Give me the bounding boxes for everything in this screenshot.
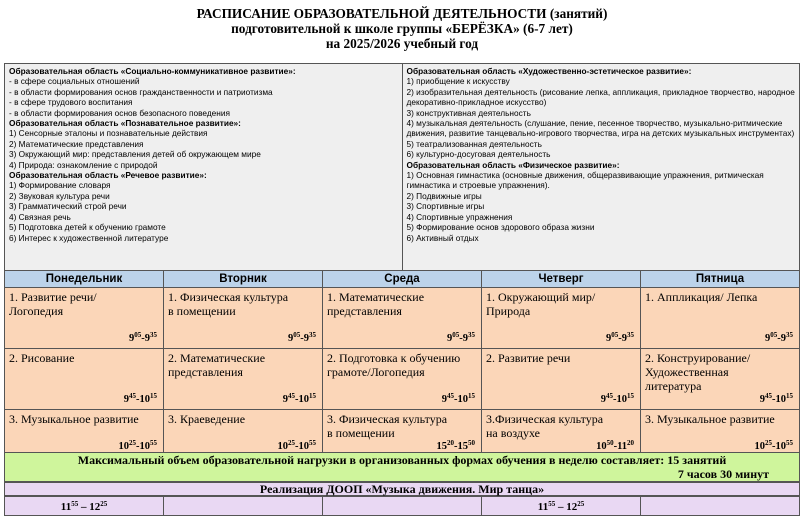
time-start-hour: 9 <box>282 394 288 405</box>
lesson-time: $9^{45}-10^{15}$ <box>600 392 634 405</box>
area-item: - в области формирования основ безопасного поведения <box>9 107 231 118</box>
time-start-hour: 9 <box>441 394 447 405</box>
max-load-line-1: Максимальный объем образовательной нагрузки в организованных формах обучения в неделю составляет: 15 занятий <box>77 453 727 467</box>
schedule-cell <box>5 410 164 457</box>
area-item: 5) театрализованная деятельность <box>406 138 542 149</box>
doop-time-cell <box>323 497 482 516</box>
time-end-min: 35 <box>468 331 475 339</box>
time-start-min: 45 <box>129 392 136 400</box>
area-item: 6) культурно-досуговая деятельность <box>406 149 551 160</box>
doop-times-table <box>4 496 800 516</box>
area-item: 1) Формирование словаря <box>9 180 111 191</box>
cell-inner <box>645 412 795 454</box>
schedule-row <box>5 349 800 410</box>
area-heading: Образовательная область «Речевое развитие»: <box>9 170 207 181</box>
cell-inner <box>486 290 636 346</box>
time-end-min: 35 <box>786 331 793 339</box>
time-start-min: 05 <box>452 331 460 339</box>
title-line-1: РАСПИСАНИЕ ОБРАЗОВАТЕЛЬНОЙ ДЕЯТЕЛЬНОСТИ (занятий) <box>196 6 608 21</box>
lesson-subject: 3.Физическая культура на воздухе <box>486 412 604 440</box>
lesson-subject: 2. Конструирование/ Художественная литература <box>645 351 751 393</box>
areas-left-column <box>5 64 403 272</box>
cell-inner <box>486 351 636 407</box>
lesson-time: $10^{50}-11^{20}$ <box>596 439 634 452</box>
schedule-cell <box>482 349 641 410</box>
lesson-time: $10^{25}-10^{55}$ <box>754 439 793 452</box>
doop-times-row <box>5 497 800 516</box>
area-item: 1) приобщение к искусству <box>406 76 510 87</box>
doop-start-hour: 11 <box>537 500 549 513</box>
max-load-line-2: 7 часов 30 минут <box>677 467 769 481</box>
day-header-0: Понедельник <box>5 271 164 288</box>
time-end-hour: 10 <box>298 441 309 452</box>
time-start-min: 50 <box>606 439 614 447</box>
doop-end-min: 25 <box>100 499 108 508</box>
time-end-hour: 10 <box>298 394 309 405</box>
time-end-hour: 10 <box>775 394 786 405</box>
schedule-row <box>5 288 800 349</box>
time-start-min: 25 <box>129 439 136 447</box>
time-end-min: 55 <box>150 439 157 447</box>
lesson-subject: 3. Музыкальное развитие <box>9 412 139 426</box>
lesson-subject: 3. Музыкальное развитие <box>645 412 775 426</box>
days-header-row <box>5 271 800 288</box>
time-start-hour: 10 <box>754 441 765 452</box>
doop-start-hour: 11 <box>60 500 72 513</box>
time-end-min: 15 <box>786 392 793 400</box>
schedule-cell <box>641 410 800 457</box>
time-end-min: 55 <box>309 439 316 447</box>
schedule-cell <box>164 410 323 457</box>
lesson-time: $9^{45}-10^{15}$ <box>282 392 316 405</box>
doop-time-cell <box>164 497 323 516</box>
cell-inner <box>327 351 477 407</box>
lesson-time: $15^{20}-15^{50}$ <box>436 439 475 452</box>
time-end-min: 35 <box>150 331 157 339</box>
time-end-min: 35 <box>309 331 316 339</box>
time-start-hour: 9 <box>765 333 771 344</box>
lesson-subject: 1. Развитие речи/ Логопедия <box>9 290 97 318</box>
time-end-hour: 9 <box>780 333 786 344</box>
lesson-time: $9^{45}-10^{15}$ <box>441 392 475 405</box>
time-start-hour: 9 <box>129 333 135 344</box>
day-header-4: Пятница <box>641 271 800 288</box>
lesson-time: $9^{05}-9^{35}$ <box>288 331 316 344</box>
time-start-min: 05 <box>611 331 619 339</box>
time-end-hour: 9 <box>303 333 309 344</box>
lesson-time: $9^{05}-9^{35}$ <box>129 331 157 344</box>
area-item: 3) Спортивные игры <box>406 201 485 212</box>
cell-inner <box>9 290 159 346</box>
max-load-banner <box>4 452 800 482</box>
area-item: 6) Активный отдых <box>406 232 479 243</box>
cell-inner <box>168 412 318 454</box>
area-item: - в сфере трудового воспитания <box>9 97 133 108</box>
day-header-1: Вторник <box>164 271 323 288</box>
doop-time-cell: $11^{55} - 12^{25}$ <box>482 497 641 516</box>
time-end-hour: 10 <box>616 394 627 405</box>
time-start-hour: 9 <box>288 333 294 344</box>
cell-inner <box>168 290 318 346</box>
title-line-3: на 2025/2026 учебный год <box>325 36 479 51</box>
time-start-hour: 10 <box>596 441 607 452</box>
time-start-hour: 15 <box>436 441 447 452</box>
time-end-hour: 10 <box>457 394 468 405</box>
lesson-subject: 2. Рисование <box>9 351 75 365</box>
schedule-cell <box>5 349 164 410</box>
time-start-hour: 9 <box>600 394 606 405</box>
schedule-cell <box>482 410 641 457</box>
schedule-cell <box>5 288 164 349</box>
time-end-min: 35 <box>627 331 634 339</box>
lesson-time: $9^{45}-10^{15}$ <box>759 392 793 405</box>
schedule-cell <box>323 410 482 457</box>
lesson-subject: 1. Математические представления <box>327 290 425 318</box>
lesson-time: $10^{25}-10^{55}$ <box>118 439 157 452</box>
time-start-min: 05 <box>293 331 301 339</box>
area-item: 2) изобразительная деятельность (рисование лепка, аппликация, прикладное творчество, народное декоративно-прикладное искусство) <box>406 86 795 108</box>
time-start-hour: 9 <box>123 394 129 405</box>
area-item: 4) Связная речь <box>9 211 71 222</box>
time-start-min: 05 <box>134 331 142 339</box>
cell-inner <box>168 351 318 407</box>
time-end-min: 55 <box>786 439 793 447</box>
area-item: 1) Сенсорные эталоны и познавательные действия <box>9 128 208 139</box>
lesson-subject: 3. Краеведение <box>168 412 246 426</box>
time-start-min: 45 <box>447 392 454 400</box>
cell-inner <box>9 351 159 407</box>
time-start-min: 25 <box>288 439 295 447</box>
doop-title: Реализация ДООП «Музыка движения. Мир танца» <box>4 482 800 496</box>
area-item: 2) Звуковая культура речи <box>9 190 110 201</box>
time-end-min: 15 <box>150 392 157 400</box>
time-start-min: 45 <box>288 392 295 400</box>
area-item: - в сфере социальных отношений <box>9 76 140 87</box>
doop-end-hour: 12 <box>566 500 578 513</box>
area-heading: Образовательная область «Познавательное развитие»: <box>9 118 241 129</box>
lesson-time: $9^{45}-10^{15}$ <box>123 392 157 405</box>
time-end-hour: 9 <box>144 333 150 344</box>
area-heading: Образовательная область «Физическое развитие»: <box>406 159 620 170</box>
cell-inner <box>327 412 477 454</box>
area-item: 4) Природа: ознакомление с природой <box>9 159 158 170</box>
lesson-subject: 1. Физическая культура в помещении <box>168 290 289 318</box>
doop-start-min: 55 <box>548 499 556 508</box>
day-header-2: Среда <box>323 271 482 288</box>
educational-areas-table <box>4 63 800 272</box>
time-end-min: 15 <box>627 392 634 400</box>
cell-inner <box>9 412 159 454</box>
cell-inner <box>486 412 636 454</box>
schedule-cell <box>323 349 482 410</box>
doop-start-min: 55 <box>71 499 79 508</box>
time-start-hour: 9 <box>759 394 765 405</box>
time-start-hour: 10 <box>118 441 129 452</box>
time-start-hour: 10 <box>277 441 288 452</box>
lesson-time: $9^{05}-9^{35}$ <box>606 331 634 344</box>
lesson-subject: 1. Аппликация/ Лепка <box>645 290 758 304</box>
doop-end-min: 25 <box>577 499 585 508</box>
area-item: 3) конструктивная деятельность <box>406 107 531 118</box>
doop-end-hour: 12 <box>89 500 101 513</box>
time-start-min: 45 <box>606 392 613 400</box>
schedule-cell <box>164 288 323 349</box>
area-item: 6) Интерес к художественной литературе <box>9 232 169 243</box>
time-end-min: 15 <box>468 392 475 400</box>
area-item: 5) Подготовка детей к обучению грамоте <box>9 222 166 233</box>
time-end-hour: 10 <box>139 394 150 405</box>
time-end-min: 20 <box>627 439 634 447</box>
time-start-min: 45 <box>765 392 772 400</box>
area-item: 3) Окружающий мир: представления детей об окружающем мире <box>9 149 261 160</box>
lesson-time: $9^{05}-9^{35}$ <box>765 331 793 344</box>
area-item: 2) Математические представления <box>9 138 144 149</box>
lesson-subject: 2. Развитие речи <box>486 351 571 365</box>
lesson-subject: 2. Математические представления <box>168 351 266 379</box>
area-item: 2) Подвижные игры <box>406 190 482 201</box>
time-end-hour: 10 <box>139 441 150 452</box>
schedule-cell <box>641 349 800 410</box>
time-end-hour: 9 <box>462 333 468 344</box>
time-end-min: 15 <box>309 392 316 400</box>
area-item: 4) Спортивные упражнения <box>406 211 513 222</box>
doop-time-cell: $11^{55} - 12^{25}$ <box>5 497 164 516</box>
lesson-time: $9^{05}-9^{35}$ <box>447 331 475 344</box>
cell-inner <box>645 351 795 407</box>
lesson-subject: 3. Физическая культура в помещении <box>327 412 448 440</box>
title-line-2: подготовительной к школе группы «БЕРЁЗКА» (6-7 лет) <box>231 21 573 36</box>
cell-inner <box>327 290 477 346</box>
time-end-hour: 10 <box>775 441 786 452</box>
area-item: 1) Основная гимнастика (основные движения, общеразвивающие упражнения, ритмическая гимнастика и строевые упражнения). <box>406 170 764 191</box>
time-start-min: 20 <box>447 439 454 447</box>
schedule-cell <box>164 349 323 410</box>
areas-right-column <box>402 64 800 272</box>
cell-inner <box>645 290 795 346</box>
time-end-min: 50 <box>468 439 475 447</box>
page-title <box>0 0 804 51</box>
schedule-cell <box>323 288 482 349</box>
area-item: - в области формирования основ гражданственности и патриотизма <box>9 86 273 97</box>
schedule-cell <box>641 288 800 349</box>
area-heading: Образовательная область «Социально-коммуникативное развитие»: <box>9 66 296 76</box>
area-heading: Образовательная область «Художественно-эстетическое развитие»: <box>406 66 692 76</box>
area-item: 5) Формирование основ здорового образа жизни <box>406 222 595 233</box>
time-end-hour: 9 <box>621 333 627 344</box>
time-end-hour: 15 <box>457 441 468 452</box>
area-item: 3) Грамматический строй речи <box>9 201 127 212</box>
day-header-3: Четверг <box>482 271 641 288</box>
lesson-time: $10^{25}-10^{55}$ <box>277 439 316 452</box>
area-item: 4) музыкальная деятельность (слушание, пение, песенное творчество, музыкально-ритмические движения, развитие танцевально-игрового творчества, игра на детских музыкальных инструментах) <box>406 118 795 139</box>
lesson-subject: 1. Окружающий мир/ Природа <box>486 290 596 318</box>
time-end-hour: 11 <box>617 441 627 452</box>
schedule-cell <box>482 288 641 349</box>
lesson-subject: 2. Подготовка к обучению грамоте/Логопедия <box>327 351 461 379</box>
weekly-schedule-table <box>4 270 800 457</box>
doop-time-cell <box>641 497 800 516</box>
schedule-row <box>5 410 800 457</box>
time-start-hour: 9 <box>447 333 453 344</box>
time-start-min: 25 <box>765 439 772 447</box>
time-start-min: 05 <box>770 331 778 339</box>
time-start-hour: 9 <box>606 333 612 344</box>
